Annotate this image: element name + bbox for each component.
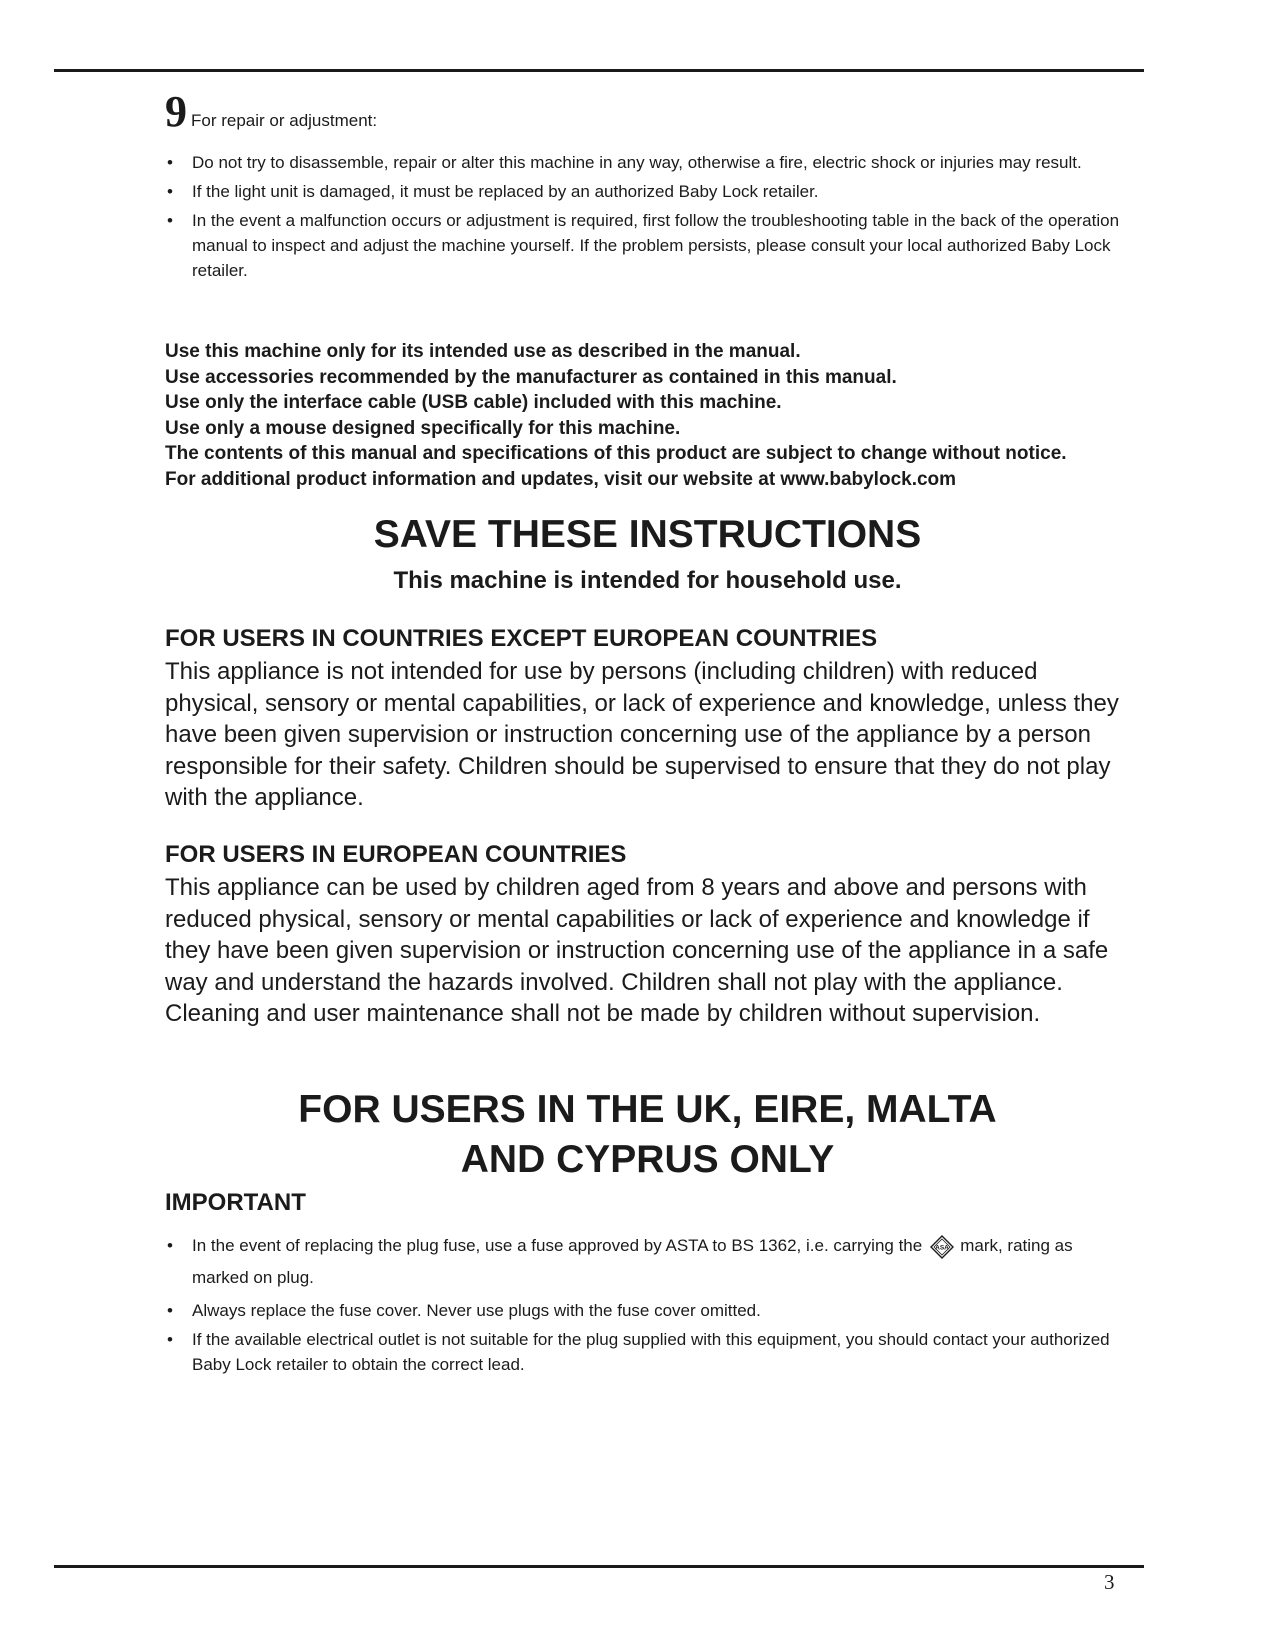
list-item-text: In the event a malfunction occurs or adjustment is required, first follow the troubleshooting table in the back of the operation manual to inspect and adjust the machine yourself. If the problem persists, please consult your local authorized Baby Lock retailer. <box>192 211 1120 280</box>
uk-title-line: AND CYPRUS ONLY <box>460 1138 835 1181</box>
list-item <box>165 1298 1130 1323</box>
section-number: 9 <box>165 87 187 136</box>
list-item-text: In the event of replacing the plug fuse, use a fuse approved by ASTA to BS 1362, i.e. carrying the <box>192 1236 923 1255</box>
usage-notices <box>165 339 1067 493</box>
non-european-text: This appliance is not intended for use by persons (including children) with reduced physical, sensory or mental capabilities, or lack of experience and knowledge, unless they have been given supervision or instruction concerning use of the appliance by a person responsible for their safety. Children should be supervised to ensure that they do not play with the appliance. <box>165 658 1119 811</box>
uk-bullet-list <box>165 1230 1130 1381</box>
list-item-text: mark, rating as marked on plug. <box>192 1236 1073 1287</box>
bullet-icon: • <box>167 153 173 172</box>
list-item-text: Always replace the fuse cover. Never use plugs with the fuse cover omitted. <box>192 1301 761 1320</box>
important-heading: IMPORTANT <box>165 1189 306 1216</box>
list-item <box>165 1327 1130 1377</box>
section-title: For repair or adjustment: <box>191 111 378 130</box>
list-item <box>165 208 1130 283</box>
asta-mark-text: ASA <box>935 1244 950 1252</box>
notice-line: For additional product information and updates, visit our website at www.babylock.com <box>165 468 957 490</box>
non-european-heading: FOR USERS IN COUNTRIES EXCEPT EUROPEAN COUNTRIES <box>165 625 878 652</box>
european-heading: FOR USERS IN EUROPEAN COUNTRIES <box>165 841 627 868</box>
list-item-text: Do not try to disassemble, repair or alter this machine in any way, otherwise a fire, electric shock or injuries may result. <box>192 153 1082 172</box>
uk-title-line: FOR USERS IN THE UK, EIRE, MALTA <box>298 1088 997 1131</box>
notice-line: Use this machine only for its intended use as described in the manual. <box>165 341 801 362</box>
top-rule <box>54 69 1144 72</box>
european-text: This appliance can be used by children aged from 8 years and above and persons with reduced physical, sensory or mental capabilities or lack of experience and knowledge if they have been given supervision or instruction concerning use of the appliance in a safe way and understand the hazards involved. Children shall not play with the appliance. Cleaning and user maintenance shall not be made by children without supervision. <box>165 874 1109 1027</box>
section-heading <box>165 87 378 136</box>
notice-line: Use only the interface cable (USB cable) included with this machine. <box>165 392 782 414</box>
notice-line: Use only a mouse designed specifically for this machine. <box>165 417 681 439</box>
notice-line: The contents of this manual and specifications of this product are subject to change without notice. <box>165 443 1067 465</box>
notice-line: Use accessories recommended by the manufacturer as contained in this manual. <box>165 366 897 388</box>
list-item-text: If the available electrical outlet is not suitable for the plug supplied with this equipment, you should contact your authorized Baby Lock retailer to obtain the correct lead. <box>192 1330 1110 1374</box>
list-item <box>165 179 1130 204</box>
household-use-subtitle: This machine is intended for household use. <box>393 567 902 594</box>
bullet-icon: • <box>167 1301 173 1320</box>
bottom-rule <box>54 1565 1144 1568</box>
uk-section-title <box>165 1085 1130 1185</box>
page-number: 3 <box>1104 1570 1115 1594</box>
list-item <box>165 1230 1130 1294</box>
bullet-icon: • <box>167 211 173 230</box>
list-item-text: If the light unit is damaged, it must be replaced by an authorized Baby Lock retailer. <box>192 182 819 201</box>
repair-bullet-list <box>165 150 1130 287</box>
bullet-icon: • <box>167 1330 173 1349</box>
bullet-icon: • <box>167 182 173 201</box>
asta-mark-icon <box>930 1235 954 1259</box>
list-item <box>165 150 1130 175</box>
bullet-icon: • <box>167 1236 173 1255</box>
save-instructions-title: SAVE THESE INSTRUCTIONS <box>373 513 922 556</box>
